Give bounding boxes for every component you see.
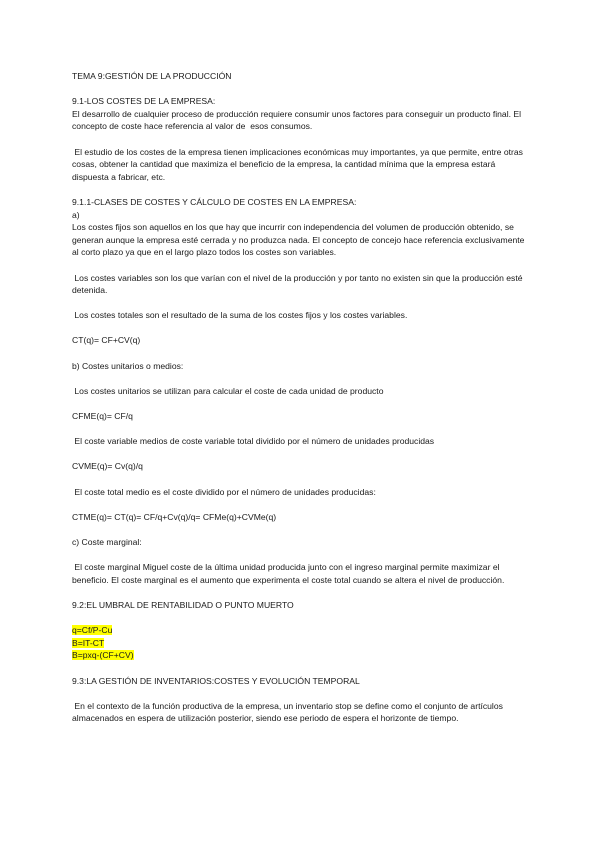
section-heading-9-1-1: 9.1.1-CLASES DE COSTES Y CÁLCULO DE COSTES EN LA EMPRESA: — [72, 196, 357, 207]
highlighted-formula: q=Cf/P-Cu — [72, 625, 113, 636]
list-marker-b: b) Costes unitarios o medios: — [72, 360, 184, 371]
highlighted-formula: B=pxq-(CF+CV) — [72, 650, 134, 661]
paragraph: El coste total medio es el coste dividido por el número de unidades producidas: — [72, 486, 376, 497]
paragraph: El desarrollo de cualquier proceso de producción requiere consumir unos factores para conseguir un producto final. El concepto de coste hace referencia al valor de esos consumos. — [72, 108, 524, 132]
document-page — [72, 70, 532, 725]
paragraph: Los costes unitarios se utilizan para calcular el coste de cada unidad de producto — [72, 385, 384, 396]
section-heading-9-1: 9.1-LOS COSTES DE LA EMPRESA: — [72, 96, 216, 107]
section-heading-9-3: 9.3:LA GESTIÓN DE INVENTARIOS:COSTES Y EVOLUCIÓN TEMPORAL — [72, 675, 360, 686]
highlighted-formula: B=IT-CT — [72, 637, 105, 648]
formula-ct: CT(q)= CF+CV(q) — [72, 335, 141, 346]
formula-cvme: CVME(q)= Cv(q)/q — [72, 461, 143, 472]
paragraph: El estudio de los costes de la empresa tienen implicaciones económicas muy importantes, ya que permite, entre otras cosas, obtener la cantidad que maximiza el beneficio de la empresa, la cantidad mínima que la empresa estará dispuesta a fabricar, etc. — [72, 146, 526, 182]
formula-ctme: CTME(q)= CT(q)= CF/q+Cv(q)/q= CFMe(q)+CVMe(q) — [72, 511, 277, 522]
section-heading-9-2: 9.2:EL UMBRAL DE RENTABILIDAD O PUNTO MUERTO — [72, 599, 294, 610]
document-title: TEMA 9:GESTIÓN DE LA PRODUCCIÓN — [72, 71, 232, 81]
paragraph: El coste marginal Miguel coste de la última unidad producida junto con el ingreso marginal permite maximizar el beneficio. El coste marginal es el aumento que experimenta el coste total cuando se altera el nivel de producción. — [72, 562, 505, 585]
paragraph: El coste variable medios de coste variable total dividido por el número de unidades producidas — [72, 436, 435, 447]
list-marker-c: c) Coste marginal: — [72, 536, 142, 547]
paragraph: Los costes fijos son aquellos en los que hay que incurrir con independencia del volumen de producción obtenido, se generan aunque la empresa esté cerrada y no produzca nada. El concepto de concejo hace referencia exclusivamente al corto plazo ya que en el largo plazo todos los costes son variables. — [72, 222, 527, 258]
paragraph: Los costes totales son el resultado de la suma de los costes fijos y los costes variables. — [72, 310, 408, 321]
paragraph: En el contexto de la función productiva de la empresa, un inventario stop se define como el conjunto de artículos almacenados en espera de utilización posterior, siendo ese periodo de espera el horizonte de tiempo. — [72, 700, 506, 724]
list-marker-a: a) — [72, 209, 80, 220]
formula-cfme: CFME(q)= CF/q — [72, 411, 133, 422]
paragraph: Los costes variables son los que varían con el nivel de la producción y por tanto no existen sin que la producción esté detenida. — [72, 272, 525, 296]
